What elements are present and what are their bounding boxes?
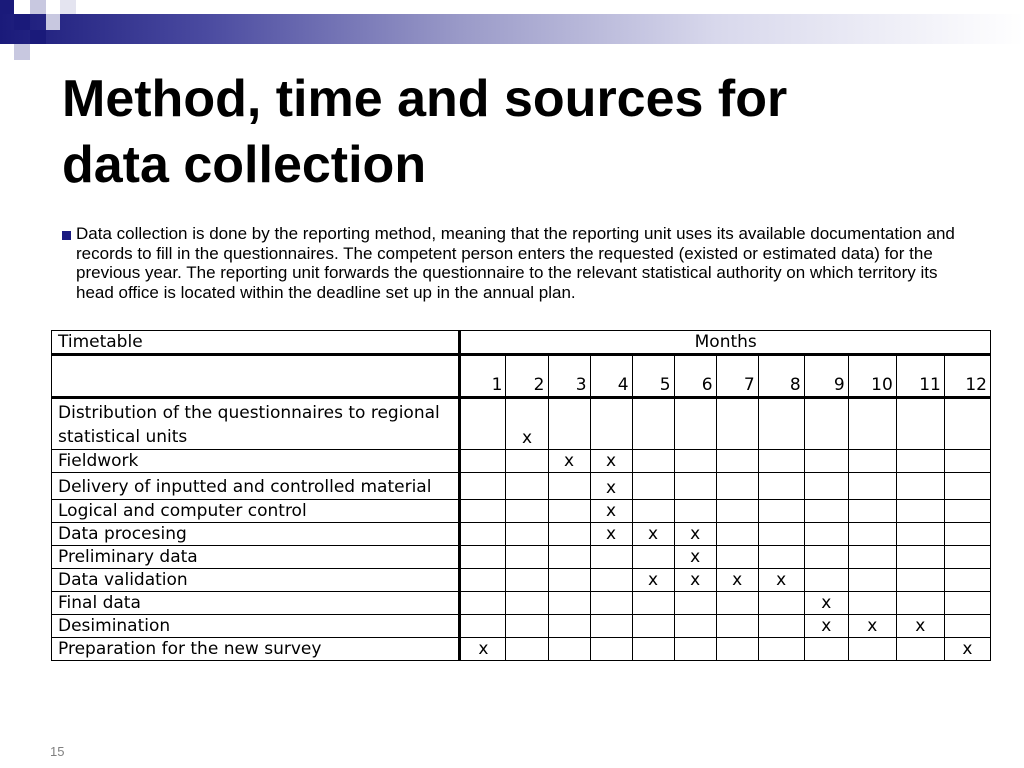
schedule-cell [716,592,758,615]
schedule-cell: x [758,569,804,592]
title-line: data collection [62,136,427,194]
schedule-cell [804,638,848,661]
activity-label: Delivery of inputted and controlled material [52,473,460,500]
month-number: 6 [674,355,716,398]
bullet-text: Data collection is done by the reporting method, meaning that the reporting unit uses its available documentation and records to fill in the questionnaires. The competent person enters the requested (existed or estimated data) for the previous year. The reporting unit forwards the questionnaire to the relevant statistical authority on which territory its head office is located within the deadline set up in the annual plan. [76,224,955,302]
activity-label: Distribution of the questionnaires to regional statistical units [52,398,460,450]
schedule-cell [944,569,990,592]
schedule-cell [944,546,990,569]
month-number: 8 [758,355,804,398]
schedule-cell: x [590,500,632,523]
schedule-cell: x [590,450,632,473]
schedule-cell [506,592,548,615]
page-title [62,66,962,198]
header-timetable: Timetable [52,331,460,355]
schedule-cell [548,523,590,546]
table-row [52,450,991,473]
activity-label: Data procesing [52,523,460,546]
schedule-cell [632,592,674,615]
table-row [52,615,991,638]
schedule-cell [848,569,896,592]
schedule-cell [896,523,944,546]
month-number: 1 [460,355,506,398]
schedule-cell [632,638,674,661]
empty-cell [52,355,460,398]
schedule-cell [506,569,548,592]
activity-label: Final data [52,592,460,615]
schedule-cell [716,450,758,473]
schedule-cell: x [804,592,848,615]
schedule-cell [590,615,632,638]
schedule-cell [848,638,896,661]
month-number: 5 [632,355,674,398]
schedule-cell [506,500,548,523]
table-row [52,569,991,592]
table-row [52,592,991,615]
activity-label: Desimination [52,615,460,638]
schedule-cell [632,546,674,569]
schedule-cell [548,615,590,638]
schedule-cell [548,638,590,661]
schedule-cell [758,546,804,569]
schedule-cell [506,450,548,473]
schedule-cell [848,450,896,473]
schedule-cell [460,473,506,500]
schedule-cell [758,638,804,661]
schedule-cell [944,473,990,500]
schedule-cell [896,500,944,523]
schedule-cell [674,592,716,615]
month-number: 4 [590,355,632,398]
schedule-cell: x [674,569,716,592]
schedule-cell [632,398,674,450]
schedule-cell [944,450,990,473]
schedule-cell [804,523,848,546]
schedule-cell [896,398,944,450]
schedule-cell [848,500,896,523]
schedule-cell [674,398,716,450]
decor-square [30,30,46,44]
title-line: Method, time and sources for [62,70,788,128]
schedule-cell: x [674,546,716,569]
timetable-table [51,330,991,661]
schedule-cell: x [590,523,632,546]
schedule-cell [506,546,548,569]
activity-label: Data validation [52,569,460,592]
schedule-cell [548,473,590,500]
decor-square [46,14,60,30]
schedule-cell [758,473,804,500]
schedule-cell [804,569,848,592]
schedule-cell [460,450,506,473]
schedule-cell [506,473,548,500]
month-number: 11 [896,355,944,398]
schedule-cell [896,569,944,592]
header-band [0,14,1024,44]
schedule-cell [758,500,804,523]
schedule-cell [590,592,632,615]
schedule-cell: x [590,473,632,500]
schedule-cell [632,473,674,500]
schedule-cell: x [896,615,944,638]
schedule-cell [548,592,590,615]
table-row [52,500,991,523]
schedule-cell [590,398,632,450]
schedule-cell: x [548,450,590,473]
schedule-cell [548,546,590,569]
schedule-cell [632,500,674,523]
schedule-cell [758,450,804,473]
schedule-cell [460,523,506,546]
schedule-cell [804,450,848,473]
schedule-cell [632,615,674,638]
schedule-cell: x [460,638,506,661]
schedule-cell [848,592,896,615]
schedule-cell [944,500,990,523]
schedule-cell [716,546,758,569]
bullet-square-icon [62,231,71,240]
month-number: 3 [548,355,590,398]
schedule-cell [674,450,716,473]
table-row [52,546,991,569]
schedule-cell [674,500,716,523]
schedule-cell: x [944,638,990,661]
schedule-cell [716,473,758,500]
schedule-cell [896,473,944,500]
schedule-cell [896,546,944,569]
schedule-cell [804,398,848,450]
activity-label: Logical and computer control [52,500,460,523]
decor-square [14,44,30,60]
month-number: 7 [716,355,758,398]
table-row [52,398,991,450]
schedule-cell [896,450,944,473]
schedule-cell [896,638,944,661]
decor-square [14,14,30,30]
schedule-cell: x [632,523,674,546]
table-row [52,523,991,546]
schedule-cell [758,615,804,638]
decor-square [60,0,76,14]
schedule-cell: x [674,523,716,546]
schedule-cell [590,546,632,569]
schedule-cell [944,615,990,638]
schedule-cell [848,523,896,546]
schedule-cell [674,615,716,638]
schedule-cell [716,615,758,638]
schedule-cell [460,592,506,615]
schedule-cell [716,638,758,661]
schedule-cell [548,398,590,450]
schedule-cell [944,592,990,615]
schedule-cell: x [716,569,758,592]
table-row [52,473,991,500]
schedule-cell [848,546,896,569]
schedule-cell [758,592,804,615]
schedule-cell [506,638,548,661]
schedule-cell [590,569,632,592]
schedule-cell [506,523,548,546]
month-number: 12 [944,355,990,398]
schedule-cell: x [848,615,896,638]
activity-label: Fieldwork [52,450,460,473]
slide-number: 15 [50,744,65,759]
month-number: 2 [506,355,548,398]
month-numbers-row [52,355,991,398]
schedule-cell [804,546,848,569]
schedule-cell [548,569,590,592]
schedule-cell [944,523,990,546]
schedule-cell [804,473,848,500]
month-number: 9 [804,355,848,398]
schedule-cell [758,523,804,546]
schedule-cell [460,569,506,592]
schedule-cell [848,398,896,450]
schedule-cell [896,592,944,615]
schedule-cell [758,398,804,450]
schedule-cell [804,500,848,523]
schedule-cell [460,500,506,523]
table-row [52,638,991,661]
table-header-row [52,331,991,355]
schedule-cell [632,450,674,473]
bullet-item [62,224,962,302]
schedule-cell: x [632,569,674,592]
schedule-cell [460,615,506,638]
decor-square [30,0,46,14]
schedule-cell [716,500,758,523]
schedule-cell [848,473,896,500]
month-number: 10 [848,355,896,398]
schedule-cell [674,473,716,500]
schedule-cell [460,546,506,569]
schedule-cell [590,638,632,661]
schedule-cell [716,523,758,546]
schedule-cell [506,615,548,638]
schedule-cell [944,398,990,450]
schedule-cell [460,398,506,450]
schedule-cell [716,398,758,450]
schedule-cell: x [804,615,848,638]
activity-label: Preparation for the new survey [52,638,460,661]
decor-square [0,0,14,14]
schedule-cell [548,500,590,523]
header-months: Months [460,331,991,355]
schedule-cell: x [506,398,548,450]
activity-label: Preliminary data [52,546,460,569]
schedule-cell [674,638,716,661]
